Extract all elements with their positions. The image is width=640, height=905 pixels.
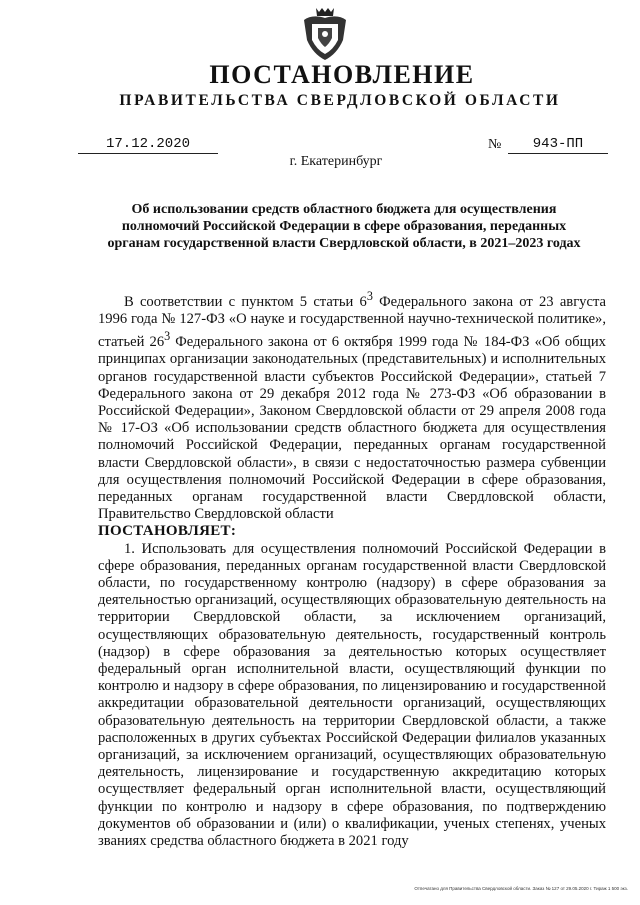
document-heading: Об использовании средств областного бюджета для осуществления полномочий Российской Федерации в сфере образования, переданных органам государственной власти Свердловской области, в 2021–2023 годах	[107, 202, 581, 251]
preamble-paragraph: В соответствии с пунктом 5 статьи $6^3$ Федерального закона от 23 августа 1996 года № 127-ФЗ «О науке и государственной научно-технической политике», статьей $26^3$ Федерального закона от 6 октября 1999 года № 184-ФЗ «Об общих принципах организации законодательных (представительных) и исполнительных органов государственной власти субъектов Российской Федерации», статьей 7 Федерального закона от 29 декабря 2012 года № 273-ФЗ «Об образовании в Российской Федерации», Законом Свердловской области от 29 апреля 2008 года № 17-ОЗ «Об использовании средств областного бюджета для осуществления полномочий Российской Федерации, переданных органам государственной власти Свердловской области», в связи с недостаточностью размера субвенции для осуществления полномочий Российской Федерации в сфере образования, переданных органам государственной власти Свердловской области, Правительство Свердловской области	[98, 289, 606, 523]
clause-1: 1. Использовать для осуществления полномочий Российской Федерации в сфере образования, переданных органам государственной власти Свердловской области, по государственному контролю (надзору) в сфере образования за деятельностью организаций, осуществляющих образовательную деятельность на территории Свердловской области, за исключением организаций, осуществляющих образовательную деятельность, государственный контроль (надзор) в сфере образования за деятельностью которых осуществляет федеральный орган исполнительной власти, осуществляющий функции по контролю и надзору в сфере образования, по лицензированию и государственной аккредитации образовательной деятельности организаций, осуществляющих образовательную деятельность на территории Свердловской области, а также расположенных в других субъектах Российской Федерации филиалов указанных организаций, за исключением организаций, осуществляющих образовательную деятельность, лицензирование и государственную аккредитацию которых осуществляет федеральный орган исполнительной власти, осуществляющий функции по контролю и надзору в сфере образования, по подтверждению документов об образовании и (или) о квалификации, ученых степенях, ученых званиях средства областного бюджета в 2021 году	[98, 540, 606, 850]
document-body	[98, 288, 606, 850]
superscript-2: 3	[164, 329, 171, 344]
document-date: 17.12.2020	[78, 136, 218, 154]
superscript-1: 3	[366, 289, 373, 303]
issuing-authority: ПРАВИТЕЛЬСТВА СВЕРДЛОВСКОЙ ОБЛАСТИ	[119, 92, 561, 109]
print-note: Отпечатано для Правительства Свердловской области. Заказ № 127 от 29.05.2020 г. Тираж 1 500 экз.	[414, 886, 628, 891]
resolves-heading: ПОСТАНОВЛЯЕТ:	[98, 523, 237, 540]
document-number: 943-ПП	[508, 136, 608, 154]
document-type-title: ПОСТАНОВЛЕНИЕ	[209, 60, 475, 89]
city: г. Екатеринбург	[289, 154, 383, 169]
coat-of-arms-icon	[302, 4, 348, 62]
number-sign: №	[488, 137, 502, 152]
